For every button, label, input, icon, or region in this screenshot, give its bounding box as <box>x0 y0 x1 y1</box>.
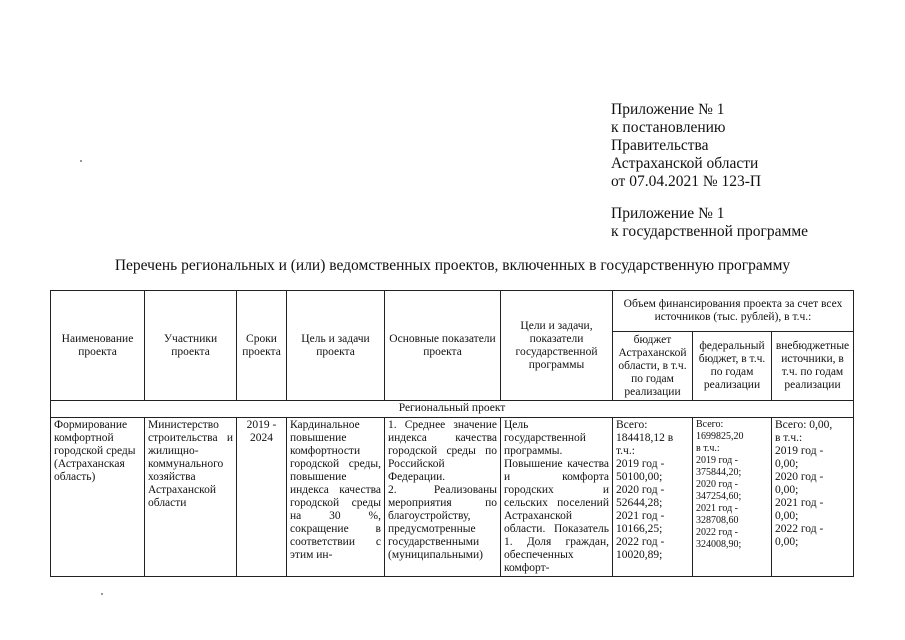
federal-line: 375844,20; <box>696 467 742 478</box>
extrabudget-line: 0,00; <box>775 458 799 470</box>
table-header-row <box>51 291 854 332</box>
cell-project-name: Формирование комфортной городской среды (Астраханская область) <box>51 418 145 577</box>
header-regional-budget: бюджет Астраханской области, в т.ч. по годам реализации <box>613 332 693 401</box>
federal-line: Всего: <box>696 419 724 430</box>
extrabudget-line: в т.ч.: <box>775 432 803 444</box>
table-row <box>51 418 854 577</box>
regional-line: 10020,89; <box>616 549 663 561</box>
cell-regional-budget <box>613 418 693 577</box>
regional-line: Всего: <box>616 419 648 431</box>
header-participants: Участники проекта <box>145 291 237 401</box>
regional-line: 2019 год - <box>616 458 665 470</box>
indicator-2: 2. Реализованы мероприятия по благоустройству, предусмотренные государственными (муниципальными) <box>388 484 497 561</box>
section-label: Региональный проект <box>51 401 854 418</box>
cell-program-goals: Цель государственной программы. Повышение качества и комфорта городских и сельских поселений Астраханской области. Показатель 1. Доля граждан, обеспеченных комфорт- <box>501 418 613 577</box>
regional-line: 52644,28; <box>616 497 663 509</box>
regional-line: 184418,12 в <box>616 432 674 444</box>
extrabudget-line: 2021 год - <box>775 497 824 509</box>
cell-indicators <box>385 418 501 577</box>
header-goal: Цель и задачи проекта <box>287 291 385 401</box>
section-row <box>51 401 854 418</box>
federal-line: 347254,60; <box>696 491 742 502</box>
regional-line: 50100,00; <box>616 471 663 483</box>
appendix-2-line: к государственной программе <box>611 223 809 240</box>
appendix-1-line: Приложение № 1 <box>611 101 725 118</box>
regional-line: т.ч.: <box>616 445 635 457</box>
page-title: Перечень региональных и (или) ведомственных проектов, включенных в государственную программу <box>114 257 791 274</box>
extrabudget-line: 0,00; <box>775 536 799 548</box>
scan-speck <box>80 160 82 162</box>
appendix-1-line: Правительства <box>611 137 709 154</box>
extrabudget-line: 2019 год - <box>775 445 824 457</box>
extrabudget-line: 2022 год - <box>775 523 824 535</box>
scan-speck <box>101 593 103 595</box>
federal-line: 2022 год - <box>696 527 738 538</box>
appendix-1-line: Астраханской области <box>611 155 759 172</box>
appendix-1-line: от 07.04.2021 № 123-П <box>611 173 762 190</box>
regional-line: 2021 год - <box>616 510 665 522</box>
cell-participants: Министерство строительства и жилищно-коммунального хозяйства Астраханской области <box>145 418 237 577</box>
extrabudget-line: Всего: 0,00, <box>775 419 833 431</box>
indicator-1: 1. Среднее значение индекса качества городской среды по Российской Федерации. <box>388 419 497 483</box>
federal-line: 1699825,20 <box>696 431 744 442</box>
cell-extrabudget <box>772 418 854 577</box>
regional-line: 2022 год - <box>616 536 665 548</box>
cell-goal: Кардинальное повышение комфортности городской среды, повышение индекса качества городской среды на 30 %, сокращение в соответствии с этим ин- <box>287 418 385 577</box>
federal-line: 328708,60 <box>696 515 739 526</box>
extrabudget-line: 0,00; <box>775 484 799 496</box>
extrabudget-line: 0,00; <box>775 510 799 522</box>
federal-line: 2019 год - <box>696 455 738 466</box>
federal-line: 2020 год - <box>696 479 738 490</box>
header-program-goals: Цели и задачи, показатели государственной программы <box>501 291 613 401</box>
cell-terms: 2019 - 2024 <box>237 418 287 577</box>
regional-line: 2020 год - <box>616 484 665 496</box>
header-extrabudget: внебюджетные источники, в т.ч. по годам реализации <box>772 332 854 401</box>
regional-line: 10166,25; <box>616 523 663 535</box>
appendix-2-line: Приложение № 1 <box>611 205 725 222</box>
federal-line: в т.ч.: <box>696 443 720 454</box>
header-federal-budget: федеральный бюджет, в т.ч. по годам реализации <box>693 332 772 401</box>
header-name: Наименование проекта <box>51 291 145 401</box>
cell-federal-budget <box>693 418 772 577</box>
federal-line: 324008,90; <box>696 539 742 550</box>
header-indicators: Основные показатели проекта <box>385 291 501 401</box>
appendix-1-block <box>611 101 761 191</box>
header-funding-group: Объем финансирования проекта за счет всех источников (тыс. рублей), в т.ч.: <box>613 291 854 332</box>
projects-table <box>50 290 854 577</box>
appendix-1-line: к постановлению <box>611 119 726 136</box>
extrabudget-line: 2020 год - <box>775 471 824 483</box>
header-terms: Сроки проекта <box>237 291 287 401</box>
appendix-2-block <box>611 205 808 241</box>
federal-line: 2021 год - <box>696 503 738 514</box>
